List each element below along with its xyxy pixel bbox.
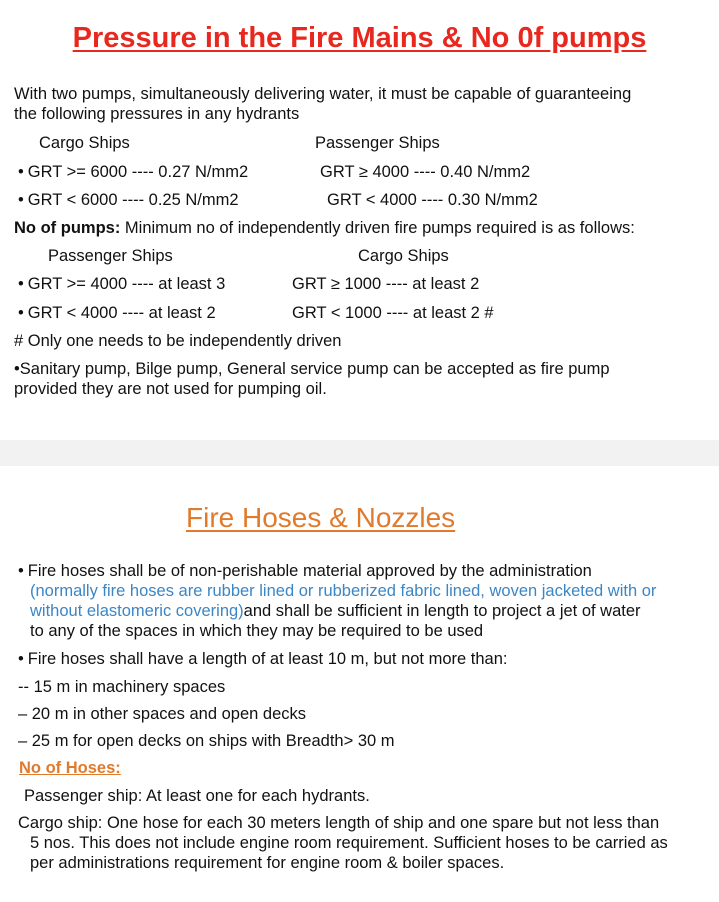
hose-material-line-1: • Fire hoses shall be of non-perishable material approved by the administration xyxy=(18,561,592,581)
cargo-ship-line-3: per administrations requirement for engine room & boiler spaces. xyxy=(30,854,505,872)
pressure-header-passenger: Passenger Ships xyxy=(315,134,440,152)
hose-material-line-4: to any of the spaces in which they may be required to be used xyxy=(30,622,484,640)
slide1-title: Pressure in the Fire Mains & No 0f pumps xyxy=(72,22,647,54)
pump-row-cargo: GRT ≥ 1000 ---- at least 2 xyxy=(292,275,480,293)
pump-row-passenger: • GRT >= 4000 ---- at least 3 xyxy=(18,274,225,294)
intro-line-1: With two pumps, simultaneously delivering water, it must be capable of guaranteeing xyxy=(14,85,632,103)
pump-row-cargo: GRT < 1000 ---- at least 2 # xyxy=(292,304,494,322)
pump-row-passenger: • GRT < 4000 ---- at least 2 xyxy=(18,303,216,323)
hose-material-line-3: without elastomeric covering)and shall be sufficient in length to project a jet of water xyxy=(30,602,641,620)
pumps-requirement: No of pumps: Minimum no of independently driven fire pumps required is as follows: xyxy=(14,219,635,237)
passenger-ship-hoses: Passenger ship: At least one for each hydrants. xyxy=(24,787,370,805)
pressure-header-cargo: Cargo Ships xyxy=(39,134,130,152)
pump-header-cargo: Cargo Ships xyxy=(358,247,449,265)
footnote: # Only one needs to be independently driven xyxy=(14,332,342,350)
pressure-row-passenger: GRT ≥ 4000 ---- 0.40 N/mm2 xyxy=(320,163,531,181)
pressure-row-cargo: • GRT < 6000 ---- 0.25 N/mm2 xyxy=(18,190,239,210)
hoses-heading: No of Hoses: xyxy=(19,759,121,777)
cargo-ship-line-1: Cargo ship: One hose for each 30 meters length of ship and one spare but not less than xyxy=(18,814,660,832)
pressure-row-passenger: GRT < 4000 ---- 0.30 N/mm2 xyxy=(327,191,538,209)
length-item: – 20 m in other spaces and open decks xyxy=(18,705,307,723)
length-item: – 25 m for open decks on ships with Breadth> 30 m xyxy=(18,732,395,750)
hose-length-rule: • Fire hoses shall have a length of at least 10 m, but not more than: xyxy=(18,649,507,669)
pump-header-passenger: Passenger Ships xyxy=(48,247,173,265)
pressure-row-cargo: • GRT >= 6000 ---- 0.27 N/mm2 xyxy=(18,162,248,182)
intro-line-2: the following pressures in any hydrants xyxy=(14,105,300,123)
sanitary-line-1: •Sanitary pump, Bilge pump, General service pump can be accepted as fire pump xyxy=(14,360,610,378)
hose-material-note: (normally fire hoses are rubber lined or rubberized fabric lined, woven jacketed with or xyxy=(30,582,657,600)
cargo-ship-line-2: 5 nos. This does not include engine room requirement. Sufficient hoses to be carried as xyxy=(30,834,668,852)
slide-divider xyxy=(0,440,719,466)
slide2-title: Fire Hoses & Nozzles xyxy=(186,502,456,533)
sanitary-line-2: provided they are not used for pumping oil. xyxy=(14,380,327,398)
length-item: -- 15 m in machinery spaces xyxy=(18,678,226,696)
